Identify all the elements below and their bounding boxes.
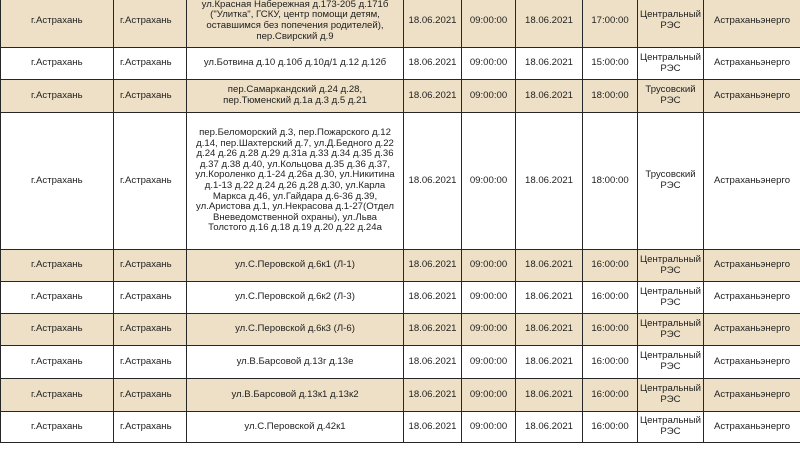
company-cell: Астраханьэнерго <box>704 379 800 412</box>
table-row <box>1 282 800 314</box>
start-time-cell: 09:00:00 <box>462 80 516 113</box>
company-cell: Астраханьэнерго <box>704 80 800 113</box>
settlement-cell: г.Астрахань <box>114 314 187 346</box>
end-date-cell: 18.06.2021 <box>516 0 583 48</box>
start-date-cell: 18.06.2021 <box>404 0 462 48</box>
city-cell: г.Астрахань <box>1 80 114 113</box>
start-date-cell: 18.06.2021 <box>404 282 462 314</box>
city-cell: г.Астрахань <box>1 0 114 48</box>
table-row <box>1 412 800 443</box>
start-time-cell: 09:00:00 <box>462 412 516 443</box>
start-date-cell: 18.06.2021 <box>404 80 462 113</box>
start-time-cell: 09:00:00 <box>462 113 516 250</box>
district-res-cell: Центральный РЭС <box>638 346 704 379</box>
company-cell: Астраханьэнерго <box>704 346 800 379</box>
settlement-cell: г.Астрахань <box>114 48 187 80</box>
company-cell: Астраханьэнерго <box>704 0 800 48</box>
city-cell: г.Астрахань <box>1 314 114 346</box>
end-date-cell: 18.06.2021 <box>516 282 583 314</box>
table-row <box>1 48 800 80</box>
company-cell: Астраханьэнерго <box>704 250 800 282</box>
address-cell: ул.Красная Набережная д.173-205 д.171б ("Улитка", ГСКУ, центр помощи детям, оставшимся без попечения родителей), пер.Свирский д.9 <box>187 0 404 48</box>
district-res-cell: Центральный РЭС <box>638 412 704 443</box>
start-date-cell: 18.06.2021 <box>404 412 462 443</box>
table-row <box>1 346 800 379</box>
address-cell: ул.В.Барсовой д.13к1 д.13к2 <box>187 379 404 412</box>
district-res-cell: Центральный РЭС <box>638 282 704 314</box>
settlement-cell: г.Астрахань <box>114 379 187 412</box>
end-time-cell: 18:00:00 <box>583 80 638 113</box>
end-time-cell: 16:00:00 <box>583 314 638 346</box>
city-cell: г.Астрахань <box>1 412 114 443</box>
settlement-cell: г.Астрахань <box>114 346 187 379</box>
start-date-cell: 18.06.2021 <box>404 250 462 282</box>
settlement-cell: г.Астрахань <box>114 282 187 314</box>
city-cell: г.Астрахань <box>1 282 114 314</box>
start-time-cell: 09:00:00 <box>462 48 516 80</box>
table-body <box>1 0 800 443</box>
end-time-cell: 16:00:00 <box>583 412 638 443</box>
start-date-cell: 18.06.2021 <box>404 346 462 379</box>
table-row <box>1 314 800 346</box>
end-time-cell: 15:00:00 <box>583 48 638 80</box>
address-cell: ул.С.Перовской д.6к2 (Л-3) <box>187 282 404 314</box>
city-cell: г.Астрахань <box>1 250 114 282</box>
end-date-cell: 18.06.2021 <box>516 113 583 250</box>
company-cell: Астраханьэнерго <box>704 113 800 250</box>
city-cell: г.Астрахань <box>1 379 114 412</box>
district-res-cell: Центральный РЭС <box>638 0 704 48</box>
start-time-cell: 09:00:00 <box>462 346 516 379</box>
table-row <box>1 379 800 412</box>
start-time-cell: 09:00:00 <box>462 250 516 282</box>
end-date-cell: 18.06.2021 <box>516 379 583 412</box>
district-res-cell: Трусовский РЭС <box>638 80 704 113</box>
end-time-cell: 18:00:00 <box>583 113 638 250</box>
end-date-cell: 18.06.2021 <box>516 48 583 80</box>
end-time-cell: 16:00:00 <box>583 250 638 282</box>
city-cell: г.Астрахань <box>1 48 114 80</box>
settlement-cell: г.Астрахань <box>114 0 187 48</box>
end-time-cell: 16:00:00 <box>583 346 638 379</box>
end-date-cell: 18.06.2021 <box>516 250 583 282</box>
address-cell: ул.Ботвина д.10 д.10б д.10д/1 д.12 д.12б <box>187 48 404 80</box>
start-time-cell: 09:00:00 <box>462 314 516 346</box>
district-res-cell: Центральный РЭС <box>638 48 704 80</box>
district-res-cell: Трусовский РЭС <box>638 113 704 250</box>
start-date-cell: 18.06.2021 <box>404 48 462 80</box>
district-res-cell: Центральный РЭС <box>638 314 704 346</box>
address-cell: пер.Самаркандский д.24 д.28, пер.Тюменский д.1а д.3 д.5 д.21 <box>187 80 404 113</box>
table-row <box>1 113 800 250</box>
address-cell: ул.С.Перовской д.6к3 (Л-6) <box>187 314 404 346</box>
start-time-cell: 09:00:00 <box>462 0 516 48</box>
start-date-cell: 18.06.2021 <box>404 113 462 250</box>
table-row <box>1 0 800 48</box>
company-cell: Астраханьэнерго <box>704 412 800 443</box>
end-date-cell: 18.06.2021 <box>516 346 583 379</box>
table-row <box>1 80 800 113</box>
city-cell: г.Астрахань <box>1 113 114 250</box>
start-date-cell: 18.06.2021 <box>404 314 462 346</box>
address-cell: ул.В.Барсовой д.13г д.13е <box>187 346 404 379</box>
company-cell: Астраханьэнерго <box>704 282 800 314</box>
district-res-cell: Центральный РЭС <box>638 250 704 282</box>
city-cell: г.Астрахань <box>1 346 114 379</box>
company-cell: Астраханьэнерго <box>704 48 800 80</box>
start-date-cell: 18.06.2021 <box>404 379 462 412</box>
end-time-cell: 16:00:00 <box>583 379 638 412</box>
address-cell: пер.Беломорский д.3, пер.Пожарского д.12 д.14, пер.Шахтерский д.7, ул.Д.Бедного д.22 д.24 д.26 д.28 д.29 д.31а д.33 д.34 д.35 д.36 д.37 д.38 д.40, ул.Кольцова д.35 д.36 д.37, ул.Короленко д.1-24 д.26а д.30, ул.Никитина д.1-13 д.22 д.24 д.26 д.28 д.30, ул.Карла Маркса д.46, ул.Гайдара д.6-36 д.39, ул.Аристова д.1, ул.Некрасова д.1-27(Отдел Вневедомственной охраны), ул.Льва Толстого д.16 д.18 д.19 д.20 д.22 д.24а <box>187 113 404 250</box>
settlement-cell: г.Астрахань <box>114 412 187 443</box>
settlement-cell: г.Астрахань <box>114 250 187 282</box>
end-date-cell: 18.06.2021 <box>516 412 583 443</box>
end-date-cell: 18.06.2021 <box>516 80 583 113</box>
start-time-cell: 09:00:00 <box>462 379 516 412</box>
address-cell: ул.С.Перовской д.6к1 (Л-1) <box>187 250 404 282</box>
end-time-cell: 17:00:00 <box>583 0 638 48</box>
start-time-cell: 09:00:00 <box>462 282 516 314</box>
end-time-cell: 16:00:00 <box>583 282 638 314</box>
table-row <box>1 250 800 282</box>
settlement-cell: г.Астрахань <box>114 113 187 250</box>
company-cell: Астраханьэнерго <box>704 314 800 346</box>
settlement-cell: г.Астрахань <box>114 80 187 113</box>
district-res-cell: Центральный РЭС <box>638 379 704 412</box>
end-date-cell: 18.06.2021 <box>516 314 583 346</box>
address-cell: ул.С.Перовской д.42к1 <box>187 412 404 443</box>
